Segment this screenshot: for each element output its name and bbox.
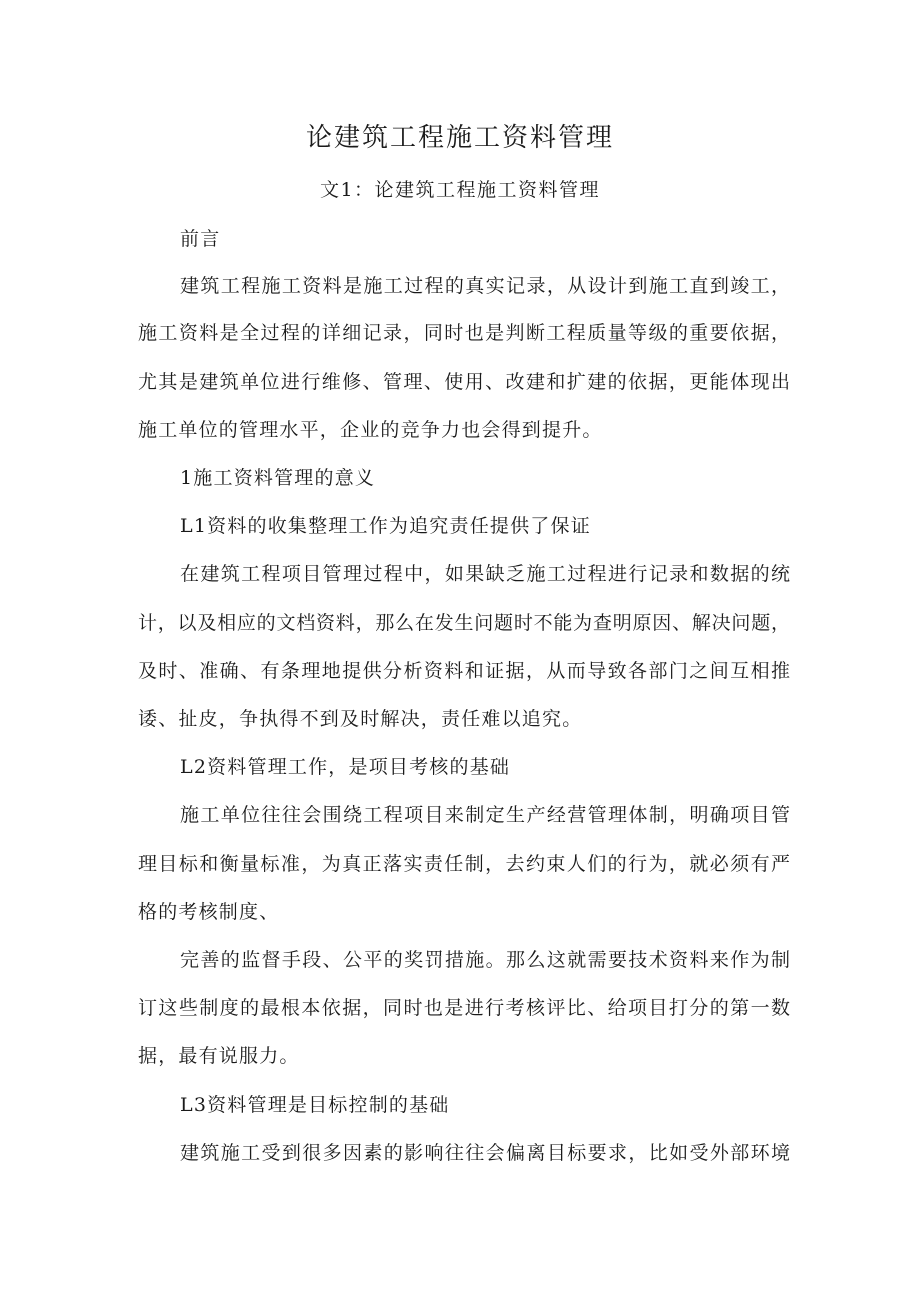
paragraph-line: 诿、扯皮，争执得不到及时解决，责任难以追究。 [138, 708, 583, 730]
section-heading-preface: 前言 [180, 228, 221, 250]
paragraph-line: 施工单位的管理水平，企业的竞争力也会得到提升。 [138, 419, 603, 441]
document-subtitle: 文1：论建筑工程施工资料管理 [319, 179, 601, 201]
paragraph-line: 订这些制度的最根本依据，同时也是进行考核评比、给项目打分的第一数 [138, 997, 790, 1019]
paragraph-line: 完善的监督手段、公平的奖罚措施。那么这就需要技术资料来作为制 [180, 949, 790, 971]
paragraph-line: 建筑工程施工资料是施工过程的真实记录，从设计到施工直到竣工， [180, 275, 790, 297]
document-title: 论建筑工程施工资料管理 [305, 123, 614, 153]
paragraph-line: 尤其是建筑单位进行维修、管理、使用、改建和扩建的依据，更能体现出 [138, 371, 790, 393]
subsection-heading-1-2: L2资料管理工作，是项目考核的基础 [180, 756, 511, 778]
paragraph-line: 据，最有说服力。 [138, 1045, 300, 1067]
paragraph-line: 建筑施工受到很多因素的影响往往会偏离目标要求，比如受外部环境 [180, 1142, 790, 1164]
section-heading-1: 1施工资料管理的意义 [180, 467, 376, 489]
paragraph-line: 及时、准确、有条理地提供分析资料和证据，从而导致各部门之间互相推 [138, 660, 790, 682]
subsection-heading-1-1: L1资料的收集整理工作为追究责任提供了保证 [180, 515, 591, 537]
paragraph-line: 施工资料是全过程的详细记录，同时也是判断工程质量等级的重要依据， [138, 322, 790, 344]
paragraph-line: 计，以及相应的文档资料，那么在发生问题时不能为查明原因、解决问题， [138, 612, 790, 634]
paragraph-line: 理目标和衡量标准，为真正落实责任制，去约束人们的行为，就必须有严 [138, 853, 790, 875]
paragraph-line: 格的考核制度、 [138, 901, 280, 923]
paragraph-line: 在建筑工程项目管理过程中，如果缺乏施工过程进行记录和数据的统 [180, 563, 790, 585]
subsection-heading-1-3: L3资料管理是目标控制的基础 [180, 1094, 450, 1116]
paragraph-line: 施工单位往往会围绕工程项目来制定生产经营管理体制，明确项目管 [180, 804, 790, 826]
